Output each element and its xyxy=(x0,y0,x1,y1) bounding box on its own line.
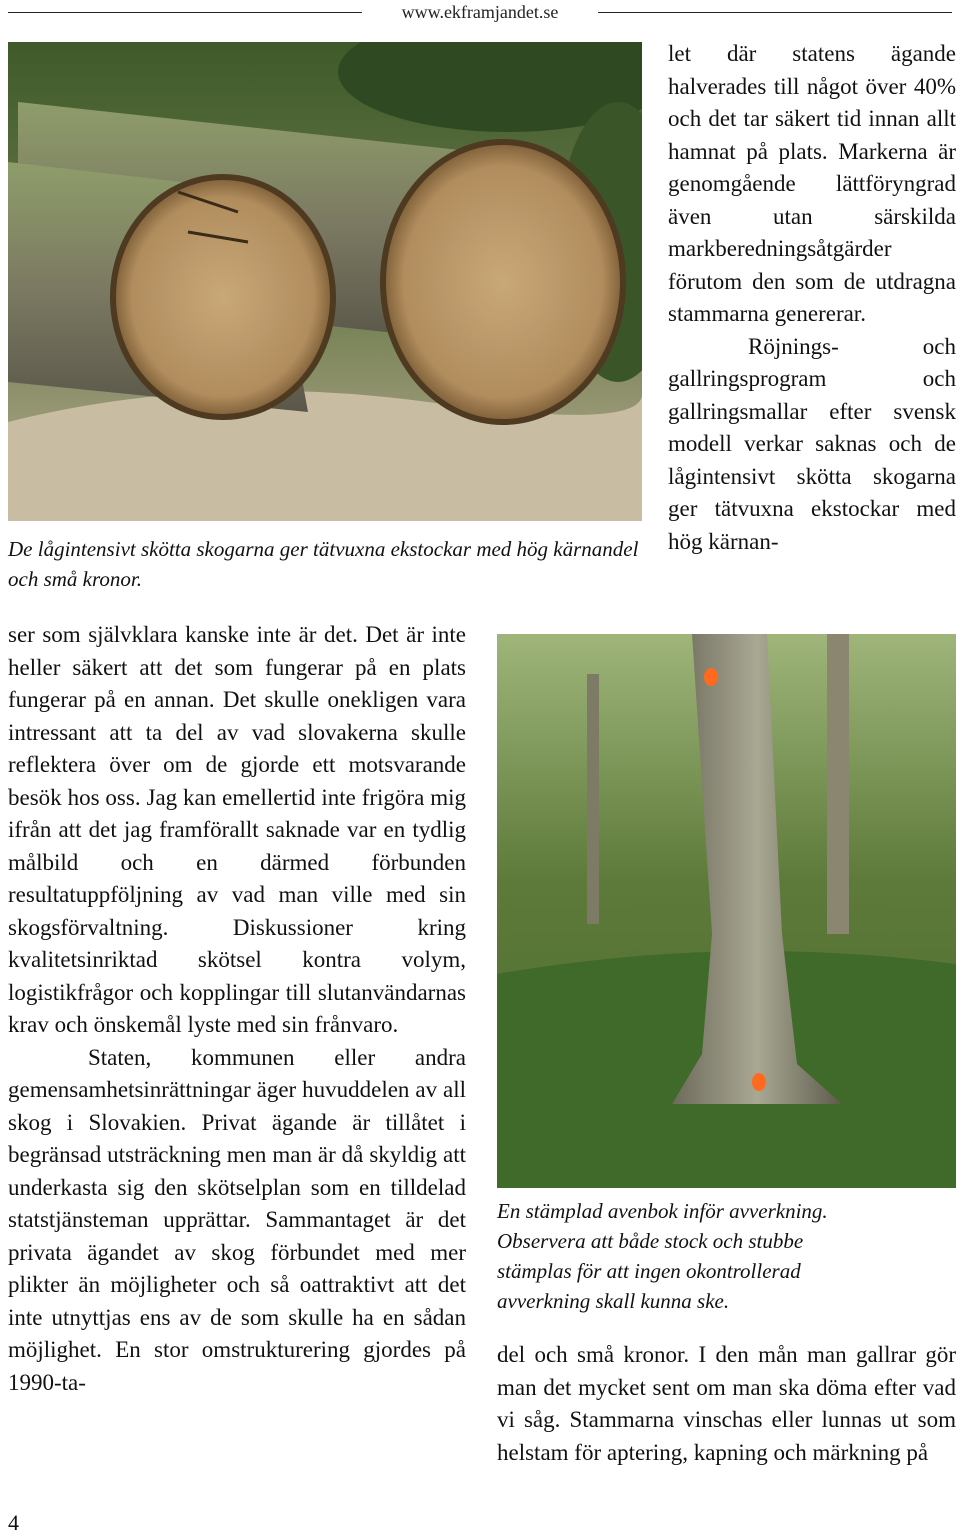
oak-logs-illustration xyxy=(8,42,642,521)
photo-hornbeam xyxy=(497,634,956,1188)
header-url: www.ekframjandet.se xyxy=(401,2,559,22)
paragraph-top-right-2: Röjnings- och gallringsprogram och gallringsmallar efter svensk modell verkar saknas och de lågintensivt skötta skogarna ger tätvuxna ekstockar med hög kärnan- xyxy=(668,333,956,554)
hornbeam-illustration xyxy=(497,634,956,1188)
photo-oak-logs xyxy=(8,42,642,521)
caption-hornbeam-line-3: stämplas för att ingen okontrollerad xyxy=(497,1259,801,1283)
caption-hornbeam-line-2: Observera att både stock och stubbe xyxy=(497,1229,804,1253)
caption-hornbeam xyxy=(497,1196,956,1316)
page-number: 4 xyxy=(8,1510,19,1535)
paragraph-top-right-1: let där statens ägande halverades till något över 40% och det tar säkert tid innan allt hamnat på plats. Markerna är genomgående lättföryngrad även utan särskilda markberedningsåtgärder förutom den som de utdragna stammarna genererar. xyxy=(668,41,956,326)
header-rule-right xyxy=(598,12,952,13)
column-bottom-right xyxy=(497,1339,956,1469)
column-left xyxy=(8,619,466,1399)
paragraph-left-2: Staten, kommunen eller andra gemensamhetsinrättningar äger huvuddelen av all skog i Slovakien. Privat ägande är tillåtet i begränsad utsträckning men man är då skyldig att underkasta sig den skötselplan som en tilldelad statstjänsteman upprättar. Sammantaget är det privata ägandet av skog förbundet med mer plikter än möjligheter och så oattraktivt att det inte utnyttjas ens av de som skulle ha en sådan möjlighet. En stor omstrukturering gjordes på 1990-ta- xyxy=(8,1044,466,1395)
paragraph-bottom-right-1: del och små kronor. I den mån man gallrar gör man det mycket sent om man ska döma efter vad vi såg. Stammarna vinschas eller lunnas ut som helstam för aptering, kapning och märkning på xyxy=(497,1342,956,1465)
caption-oak-logs: De lågintensivt skötta skogarna ger tätvuxna ekstockar med hög kärnandel och små kronor. xyxy=(8,537,639,591)
column-top-right xyxy=(668,38,956,558)
caption-hornbeam-line-4: avverkning skall kunna ske. xyxy=(497,1289,730,1313)
caption-hornbeam-line-1: En stämplad avenbok inför avverkning. xyxy=(497,1199,828,1223)
paragraph-left-1: ser som självklara kanske inte är det. Det är inte heller säkert att det som fungerar på en plats fungerar på en annan. Det skulle onekligen vara intressant att ta del av vad slovakerna skulle reflektera över om de gjorde ett motsvarande besök hos oss. Jag kan emellertid inte frigöra mig ifrån att det jag framförallt saknade var en tydlig målbild och en därmed förbunden resultatuppföljning av vad man ville med sin skogsförvaltning. Diskussioner kring kvalitetsinriktad skötsel kontra volym, logistikfrågor och kopplingar till slutanvändarnas krav och önskemål lyste med sin frånvaro. xyxy=(8,622,466,1037)
